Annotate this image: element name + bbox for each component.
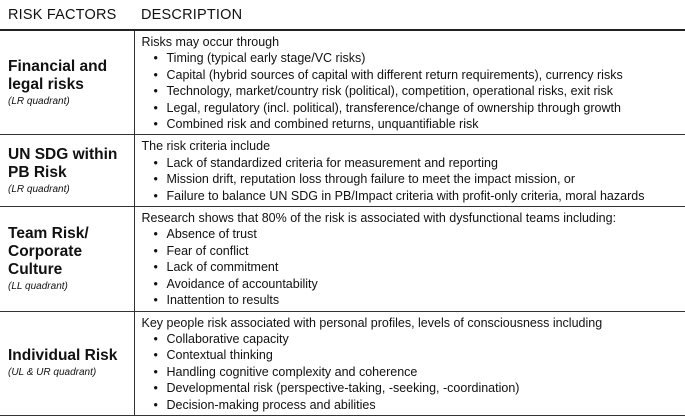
header-risk-factors: RISK FACTORS xyxy=(0,0,134,30)
list-item: • Combined risk and combined returns, unquantifiable risk xyxy=(154,116,682,132)
table-row-financial-legal xyxy=(0,30,685,135)
list-item: • Developmental risk (perspective-taking, -seeking, -coordination) xyxy=(154,380,682,396)
factor-cell xyxy=(0,311,134,415)
description-list xyxy=(142,155,682,204)
description-list xyxy=(142,331,682,413)
factor-cell xyxy=(0,135,134,207)
description-cell xyxy=(134,311,685,415)
list-item: • Mission drift, reputation loss through failure to meet the impact mission, or xyxy=(154,171,682,187)
list-item: • Absence of trust xyxy=(154,226,682,242)
list-item: • Inattention to results xyxy=(154,292,682,308)
list-item: • Legal, regulatory (incl. political), transference/change of ownership through growth xyxy=(154,100,682,116)
description-cell xyxy=(134,135,685,207)
factor-quadrant: (LR quadrant) xyxy=(8,183,70,195)
description-list xyxy=(142,50,682,132)
list-item: • Decision-making process and abilities xyxy=(154,397,682,413)
list-item: • Technology, market/country risk (political), competition, operational risks, exit risk xyxy=(154,83,682,99)
description-intro: Key people risk associated with personal profiles, levels of consciousness including xyxy=(141,315,603,330)
header-description: DESCRIPTION xyxy=(134,0,685,30)
list-item: • Collaborative capacity xyxy=(154,331,682,347)
table-header-row xyxy=(0,0,685,30)
factor-title: UN SDG within PB Risk xyxy=(8,145,118,181)
description-intro: The risk criteria include xyxy=(141,139,271,154)
factor-title: Team Risk/ Corporate Culture xyxy=(8,224,89,278)
description-cell xyxy=(134,30,685,135)
list-item: • Lack of standardized criteria for measurement and reporting xyxy=(154,155,682,171)
factor-quadrant: (LL quadrant) xyxy=(8,280,68,292)
list-item: • Fear of conflict xyxy=(154,243,682,259)
list-item: • Avoidance of accountability xyxy=(154,276,682,292)
description-intro: Risks may occur through xyxy=(141,35,280,49)
table-row-un-sdg xyxy=(0,135,685,207)
table-row-team-risk xyxy=(0,207,685,311)
description-list xyxy=(142,226,682,308)
factor-title: Individual Risk xyxy=(8,347,118,365)
factor-title: Financial and legal risks xyxy=(8,57,108,93)
list-item: • Lack of commitment xyxy=(154,259,682,275)
table-row-individual-risk xyxy=(0,311,685,415)
description-cell xyxy=(134,207,685,311)
factor-quadrant: (UL & UR quadrant) xyxy=(8,367,97,379)
list-item: • Failure to balance UN SDG in PB/Impact criteria with profit-only criteria, moral hazards xyxy=(154,188,682,204)
factor-quadrant: (LR quadrant) xyxy=(8,95,70,107)
list-item: • Handling cognitive complexity and coherence xyxy=(154,364,682,380)
description-intro: Research shows that 80% of the risk is associated with dysfunctional teams including: xyxy=(141,211,617,226)
list-item: • Contextual thinking xyxy=(154,347,682,363)
list-item: • Capital (hybrid sources of capital with different return requirements), currency risks xyxy=(154,67,682,83)
factor-cell xyxy=(0,30,134,135)
list-item: • Timing (typical early stage/VC risks) xyxy=(154,50,682,66)
factor-cell xyxy=(0,207,134,311)
